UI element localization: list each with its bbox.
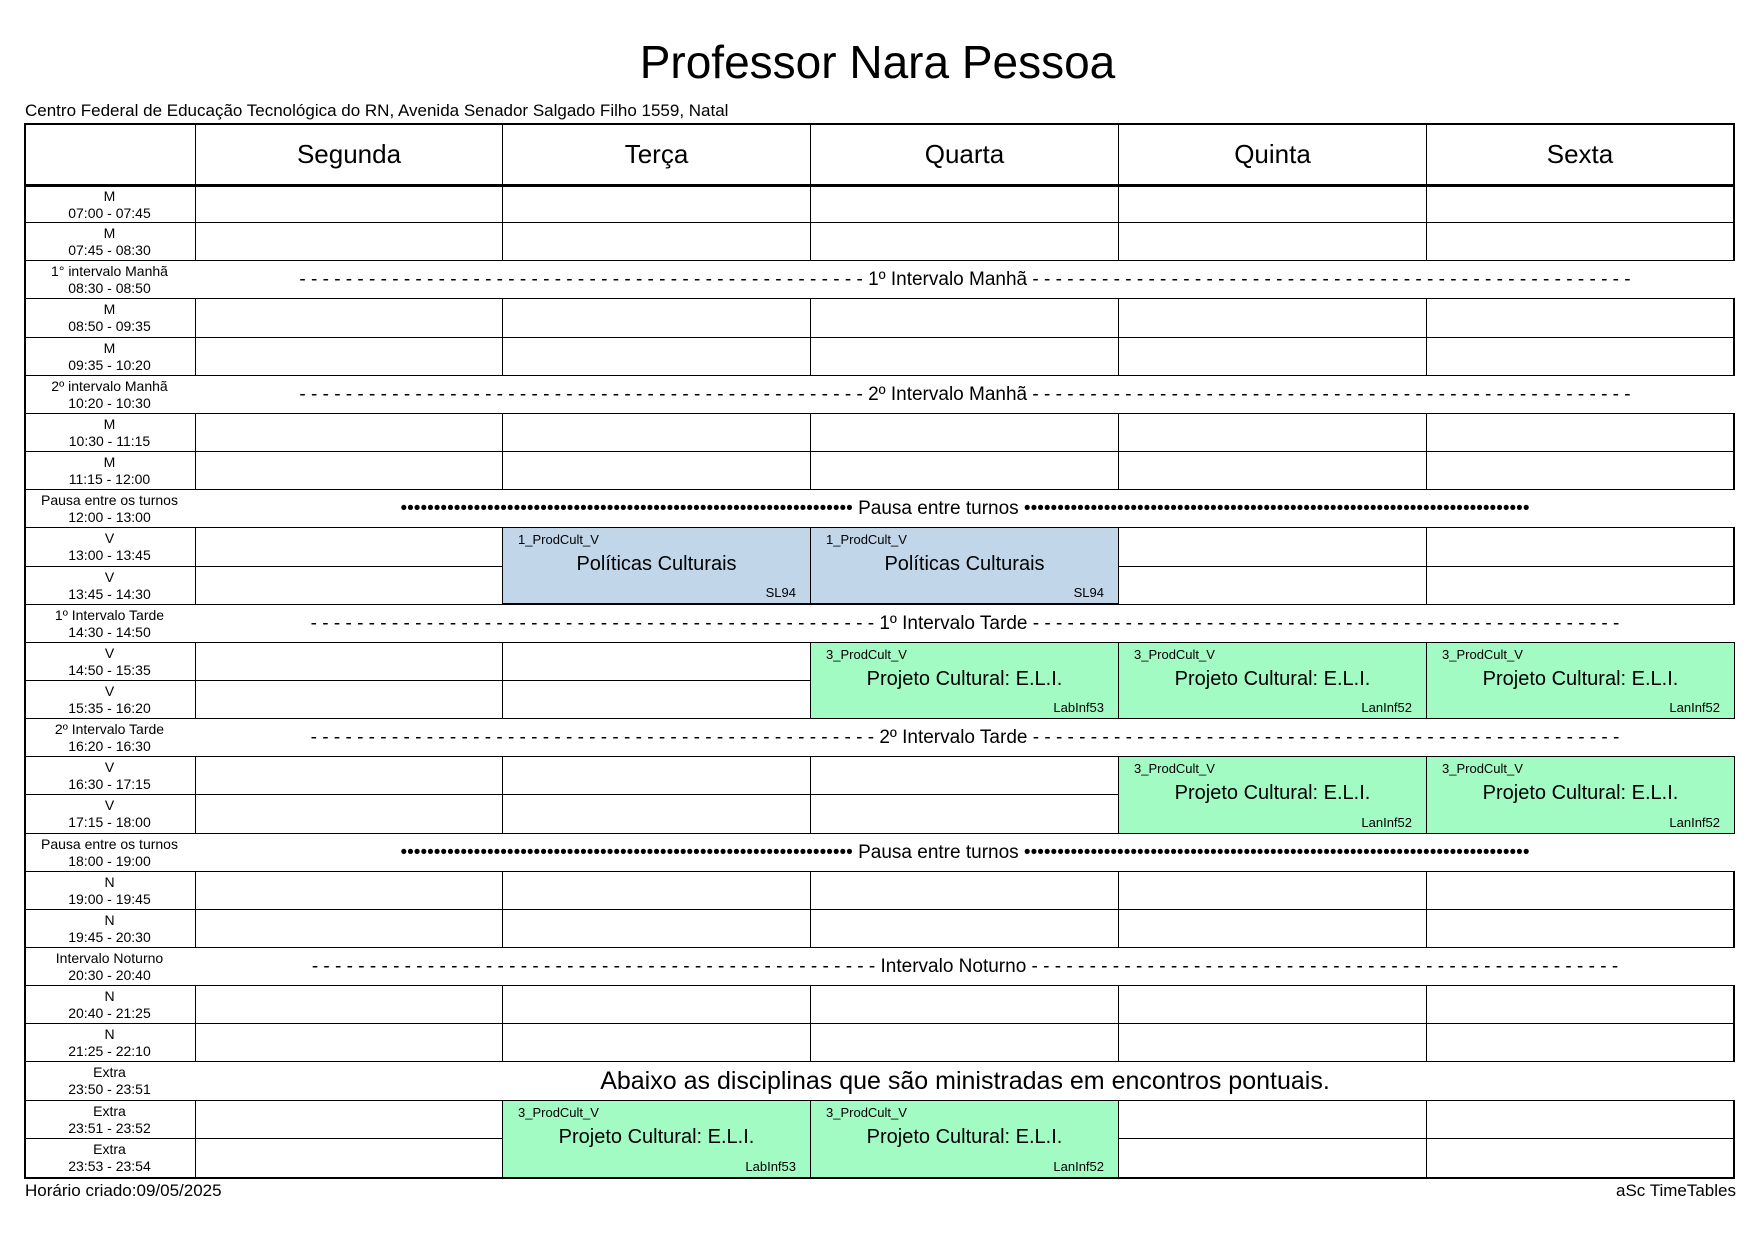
period-label xyxy=(24,490,195,527)
period-time: 09:35 - 10:20 xyxy=(68,356,151,373)
lesson-subject: Projeto Cultural: E.L.I. xyxy=(1482,782,1679,804)
day-header-quarta: Quarta xyxy=(924,139,1005,169)
lesson-room: LabInf53 xyxy=(745,1159,796,1174)
lesson-card[interactable] xyxy=(810,1100,1119,1178)
period-label xyxy=(24,187,195,222)
period-label xyxy=(24,1139,195,1177)
extra-notice: Abaixo as disciplinas que são ministradas em encontros pontuais. xyxy=(195,1062,1735,1100)
row-divider xyxy=(24,871,1735,872)
lesson-room: LanInf52 xyxy=(1669,815,1720,830)
break-band: •••••••••••••••••••••••••••••••••••••••••••••••••••••••••••••••••••• Pausa entre turnos •••••••••••••••••••••••••••••••••••••••••••••••••••••••••••••••••••••••••••• xyxy=(195,490,1735,527)
lesson-subject: Projeto Cultural: E.L.I. xyxy=(1482,668,1679,690)
period-name: M xyxy=(103,224,116,241)
period-time: 11:15 - 12:00 xyxy=(68,470,151,487)
period-label xyxy=(24,795,195,833)
period-name: N xyxy=(104,911,115,928)
break-band: - - - - - - - - - - - - - - - - - - - - - - - - - - - - - - - - - - - - - - - - - - - - - - - - - Intervalo Noturno - - - - - - - - - - - - - - - - - - - - - - - - - - - - - - - - - - - - - - - - - - - - - - - - - - - xyxy=(195,948,1735,985)
period-label xyxy=(24,986,195,1023)
period-label xyxy=(24,567,195,604)
created-date: Horário criado:09/05/2025 xyxy=(25,1181,222,1200)
break-band: - - - - - - - - - - - - - - - - - - - - - - - - - - - - - - - - - - - - - - - - - - - - - - - - - 1º Intervalo Tarde - - - - - - - - - - - - - - - - - - - - - - - - - - - - - - - - - - - - - - - - - - - - - - - - - - - xyxy=(195,605,1735,642)
header-divider xyxy=(24,184,1735,187)
lesson-subject: Projeto Cultural: E.L.I. xyxy=(1174,668,1371,690)
period-time: 18:00 - 19:00 xyxy=(68,852,151,869)
period-name: Extra xyxy=(93,1141,126,1157)
lesson-subject: Projeto Cultural: E.L.I. xyxy=(558,1126,755,1148)
row-divider xyxy=(24,222,1735,223)
period-label xyxy=(24,261,195,298)
period-time: 15:35 - 16:20 xyxy=(68,699,151,716)
period-time: 10:30 - 11:15 xyxy=(68,432,151,449)
period-label xyxy=(24,299,195,337)
period-name: M xyxy=(103,453,116,470)
period-time: 23:50 - 23:51 xyxy=(68,1081,151,1097)
lesson-room: LabInf53 xyxy=(1053,700,1104,715)
period-label xyxy=(24,681,195,718)
period-name: M xyxy=(103,301,116,317)
period-time: 07:00 - 07:45 xyxy=(68,204,151,221)
lesson-card[interactable] xyxy=(502,1100,811,1178)
period-label xyxy=(24,605,195,642)
period-name: M xyxy=(103,415,116,432)
period-label xyxy=(24,910,195,947)
day-header-quinta: Quinta xyxy=(1234,139,1311,169)
period-time: 10:20 - 10:30 xyxy=(68,394,151,411)
lesson-room: LanInf52 xyxy=(1361,815,1412,830)
row-divider xyxy=(24,451,1735,452)
lesson-room: LanInf52 xyxy=(1361,700,1412,715)
period-name: V xyxy=(104,530,115,546)
row-divider xyxy=(24,909,1735,910)
period-name: V xyxy=(104,758,115,775)
lesson-code: 1_ProdCult_V xyxy=(826,532,907,547)
period-name: 1° intervalo Manhã xyxy=(51,262,168,279)
period-time: 16:20 - 16:30 xyxy=(68,737,151,754)
lesson-code: 3_ProdCult_V xyxy=(826,647,907,662)
lesson-card[interactable] xyxy=(1118,756,1427,834)
period-label xyxy=(24,1062,195,1100)
break-band: •••••••••••••••••••••••••••••••••••••••••••••••••••••••••••••••••••• Pausa entre turnos •••••••••••••••••••••••••••••••••••••••••••••••••••••••••••••••••••••••••••• xyxy=(195,834,1735,871)
row-divider xyxy=(24,298,1735,299)
period-name: V xyxy=(104,682,115,699)
lesson-room: SL94 xyxy=(1073,585,1104,600)
lesson-code: 3_ProdCult_V xyxy=(518,1105,599,1120)
period-time: 20:40 - 21:25 xyxy=(68,1004,151,1021)
period-time: 07:45 - 08:30 xyxy=(68,241,151,258)
row-divider xyxy=(24,337,1735,338)
row-divider xyxy=(24,413,1735,414)
day-header-sexta: Sexta xyxy=(1546,139,1614,169)
school-address: Centro Federal de Educação Tecnológica do RN, Avenida Senador Salgado Filho 1559, Natal xyxy=(25,101,729,120)
period-name: V xyxy=(104,797,115,813)
period-time: 20:30 - 20:40 xyxy=(68,966,151,983)
lesson-card[interactable] xyxy=(1426,642,1735,719)
period-name: N xyxy=(104,1025,115,1042)
lesson-subject: Projeto Cultural: E.L.I. xyxy=(1174,782,1371,804)
period-label xyxy=(24,757,195,794)
period-label xyxy=(24,948,195,985)
row-divider xyxy=(24,985,1735,986)
period-label xyxy=(24,719,195,756)
period-label xyxy=(24,834,195,871)
lesson-subject: Políticas Culturais xyxy=(576,553,737,575)
lesson-code: 3_ProdCult_V xyxy=(1134,647,1215,662)
period-time: 19:00 - 19:45 xyxy=(68,890,151,907)
day-header-segunda: Segunda xyxy=(296,139,402,169)
period-name: N xyxy=(104,873,115,890)
lesson-card[interactable] xyxy=(1118,642,1427,719)
lesson-code: 3_ProdCult_V xyxy=(826,1105,907,1120)
period-name: Extra xyxy=(93,1064,126,1080)
period-name: Extra xyxy=(93,1102,126,1119)
break-band: - - - - - - - - - - - - - - - - - - - - - - - - - - - - - - - - - - - - - - - - - - - - - - - - - 2º Intervalo Tarde - - - - - - - - - - - - - - - - - - - - - - - - - - - - - - - - - - - - - - - - - - - - - - - - - - - xyxy=(195,719,1735,756)
lesson-card[interactable] xyxy=(810,642,1119,719)
period-time: 23:51 - 23:52 xyxy=(68,1119,151,1136)
period-label xyxy=(24,1101,195,1138)
period-name: V xyxy=(104,644,115,661)
lesson-room: SL94 xyxy=(765,585,796,600)
row-divider xyxy=(24,1023,1735,1024)
period-name: Pausa entre os turnos xyxy=(41,835,178,852)
period-name: Pausa entre os turnos xyxy=(41,491,178,508)
lesson-room: LanInf52 xyxy=(1053,1159,1104,1174)
period-time: 08:50 - 09:35 xyxy=(68,318,151,334)
lesson-code: 1_ProdCult_V xyxy=(518,532,599,547)
brand-label: aSc TimeTables xyxy=(1616,1181,1736,1200)
period-time: 16:30 - 17:15 xyxy=(68,775,151,792)
lesson-card[interactable] xyxy=(810,527,1119,604)
page-title: Professor Nara Pessoa xyxy=(639,36,1116,88)
period-time: 19:45 - 20:30 xyxy=(68,928,151,945)
period-time: 08:30 - 08:50 xyxy=(68,279,151,296)
lesson-subject: Projeto Cultural: E.L.I. xyxy=(866,1126,1063,1148)
period-time: 23:53 - 23:54 xyxy=(68,1158,151,1174)
period-label xyxy=(24,414,195,451)
period-label xyxy=(24,376,195,413)
period-name: Intervalo Noturno xyxy=(55,949,164,966)
period-time: 14:50 - 15:35 xyxy=(68,661,151,678)
period-label xyxy=(24,528,195,566)
period-label xyxy=(24,338,195,375)
lesson-subject: Políticas Culturais xyxy=(884,553,1045,575)
period-name: M xyxy=(103,187,116,204)
break-band: - - - - - - - - - - - - - - - - - - - - - - - - - - - - - - - - - - - - - - - - - - - - - - - - - 1º Intervalo Manhã - - - - - - - - - - - - - - - - - - - - - - - - - - - - - - - - - - - - - - - - - - - - - - - - - - - - xyxy=(195,261,1735,298)
lesson-room: LanInf52 xyxy=(1669,700,1720,715)
period-time: 21:25 - 22:10 xyxy=(68,1042,151,1059)
period-name: N xyxy=(104,987,115,1004)
period-time: 12:00 - 13:00 xyxy=(68,508,151,525)
period-label xyxy=(24,1024,195,1061)
period-time: 17:15 - 18:00 xyxy=(68,814,151,830)
day-header-terca: Terça xyxy=(624,139,689,169)
period-name: 2º intervalo Manhã xyxy=(51,377,168,394)
period-name: M xyxy=(103,339,116,356)
lesson-card[interactable] xyxy=(502,527,811,604)
period-name: 2º Intervalo Tarde xyxy=(54,720,165,737)
period-time: 13:45 - 14:30 xyxy=(68,585,151,602)
period-label xyxy=(24,223,195,260)
period-label xyxy=(24,872,195,909)
period-name: V xyxy=(104,568,115,585)
period-time: 13:00 - 13:45 xyxy=(68,547,151,563)
lesson-card[interactable] xyxy=(1426,756,1735,834)
period-time: 14:30 - 14:50 xyxy=(68,623,151,640)
lesson-code: 3_ProdCult_V xyxy=(1442,761,1523,776)
period-label xyxy=(24,643,195,680)
period-name: 1º Intervalo Tarde xyxy=(54,606,165,623)
lesson-subject: Projeto Cultural: E.L.I. xyxy=(866,668,1063,690)
break-band: - - - - - - - - - - - - - - - - - - - - - - - - - - - - - - - - - - - - - - - - - - - - - - - - - 2º Intervalo Manhã - - - - - - - - - - - - - - - - - - - - - - - - - - - - - - - - - - - - - - - - - - - - - - - - - - - - xyxy=(195,376,1735,413)
lesson-code: 3_ProdCult_V xyxy=(1442,647,1523,662)
lesson-code: 3_ProdCult_V xyxy=(1134,761,1215,776)
period-label xyxy=(24,452,195,489)
